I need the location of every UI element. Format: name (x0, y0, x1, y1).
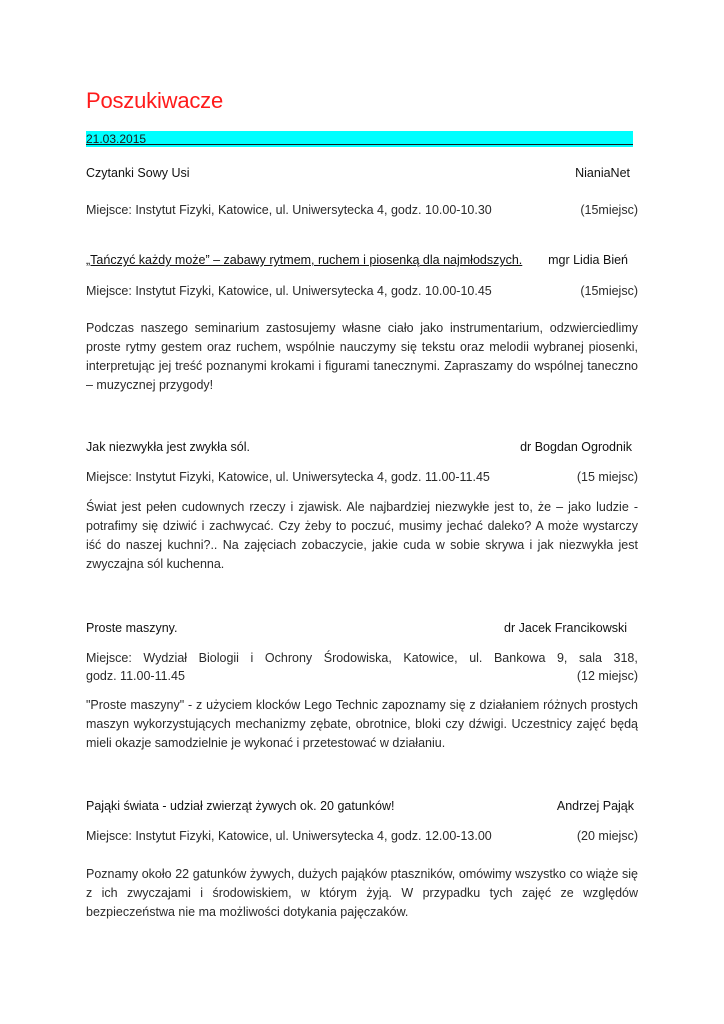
event-5-name: Pająki świata - udział zwierząt żywych ok. 20 gatunków! (86, 799, 395, 813)
event-3-seats: (15 miejsc) (576, 470, 638, 484)
event-1-name: Czytanki Sowy Usi (86, 166, 190, 180)
event-2-author: mgr Lidia Bień (548, 253, 628, 267)
place-word: i (250, 651, 254, 665)
event-4-seats: (12 miejsc) (576, 669, 638, 683)
event-1-place: Miejsce: Instytut Fizyki, Katowice, ul. Uniwersytecka 4, godz. 10.00-10.30 (86, 203, 492, 217)
place-word: 9, (556, 651, 568, 665)
event-2-seats: (15miejsc) (580, 284, 638, 298)
place-word: Miejsce: (86, 651, 132, 665)
event-5-description: Poznamy około 22 gatunków żywych, dużych pająków ptaszników, omówimy wszystko co wiąże się z ich zwyczajami i środowiskiem, w którym żyją. W przypadku tych zajęć ze względów bezpieczeństwa nie ma możliwości dotykania pajęczaków. (86, 867, 638, 919)
event-2-name: „Tańczyć każdy może” – zabawy rytmem, ruchem i piosenką dla najmłodszych. (86, 253, 523, 267)
event-1-header (86, 165, 638, 181)
event-4-author: dr Jacek Francikowski (504, 621, 627, 635)
place-word: sala (579, 651, 602, 665)
event-3-place: Miejsce: Instytut Fizyki, Katowice, ul. Uniwersytecka 4, godz. 11.00-11.45 (86, 470, 490, 484)
event-2-header (86, 252, 638, 268)
place-word: Wydział (143, 651, 188, 665)
event-3-description: Świat jest pełen cudownych rzeczy i zjawisk. Ale najbardziej niezwykłe jest to, że – jako ludzie - potrafimy się dziwić i zachwycać. Czy żeby to poczuć, musimy jechać daleko? A może wystarczy iść do naszej kuchni?.. Na zajęciach zobaczycie, jakie cuda w sobie skrywa i jak niezwykła jest zwyczajna sól kuchenna. (86, 500, 638, 571)
event-3-header (86, 439, 638, 455)
event-3-author: dr Bogdan Ogrodnik (520, 440, 632, 454)
event-4-header (86, 620, 638, 636)
place-word: ul. (469, 651, 483, 665)
event-5-place-row (86, 828, 638, 844)
place-word: Katowice, (403, 651, 458, 665)
place-word: Biologii (198, 651, 239, 665)
event-2-description: Podczas naszego seminarium zastosujemy własne ciało jako instrumentarium, odzwierciedlimy proste rytmy gestem oraz ruchem, wspólnie nauczymy się tekstu oraz melodii wybranej piosenki, interpretując jej treść poznanymi krokami i figurami tanecznymi. Zapraszamy do wspólnej taneczno – muzycznej przygody! (86, 321, 638, 392)
event-5-author: Andrzej Pająk (556, 799, 634, 813)
event-1-author: NianiaNet (575, 166, 630, 180)
event-4-time: godz. 11.00-11.45 (86, 669, 185, 683)
event-4-place-line-2 (86, 667, 638, 685)
event-4-name: Proste maszyny. (86, 621, 178, 635)
place-word: Środowiska, (323, 651, 392, 665)
event-date: 21.03.2015 (86, 132, 147, 146)
event-5-place: Miejsce: Instytut Fizyki, Katowice, ul. Uniwersytecka 4, godz. 12.00-13.00 (86, 829, 492, 843)
event-5-seats: (20 miejsc) (576, 829, 638, 843)
event-3-name: Jak niezwykła jest zwykła sól. (86, 440, 250, 454)
page-title: Poszukiwacze (86, 88, 223, 113)
place-word: 318, (613, 651, 638, 665)
event-4-place-block (86, 649, 638, 685)
event-2-place-row (86, 283, 638, 299)
place-word: Bankowa (493, 651, 546, 665)
event-1-place-row (86, 202, 638, 218)
place-word: Ochrony (264, 651, 313, 665)
event-1-seats: (15miejsc) (580, 203, 638, 217)
date-underline (86, 144, 633, 145)
event-3-place-row (86, 469, 638, 485)
event-4-description: "Proste maszyny" - z użyciem klocków Lego Technic zapoznamy się z działaniem różnych prostych maszyn wykorzystujących mechanizmy zębate, obrotnice, bloki czy dźwigi. Uczestnicy zajęć będą mieli okazje samodzielnie je wykonać i przetestować w działaniu. (86, 698, 638, 750)
event-2-place: Miejsce: Instytut Fizyki, Katowice, ul. Uniwersytecka 4, godz. 10.00-10.45 (86, 284, 492, 298)
event-4-place-line-1 (86, 649, 638, 667)
date-highlight (86, 131, 633, 147)
event-5-header (86, 798, 638, 814)
